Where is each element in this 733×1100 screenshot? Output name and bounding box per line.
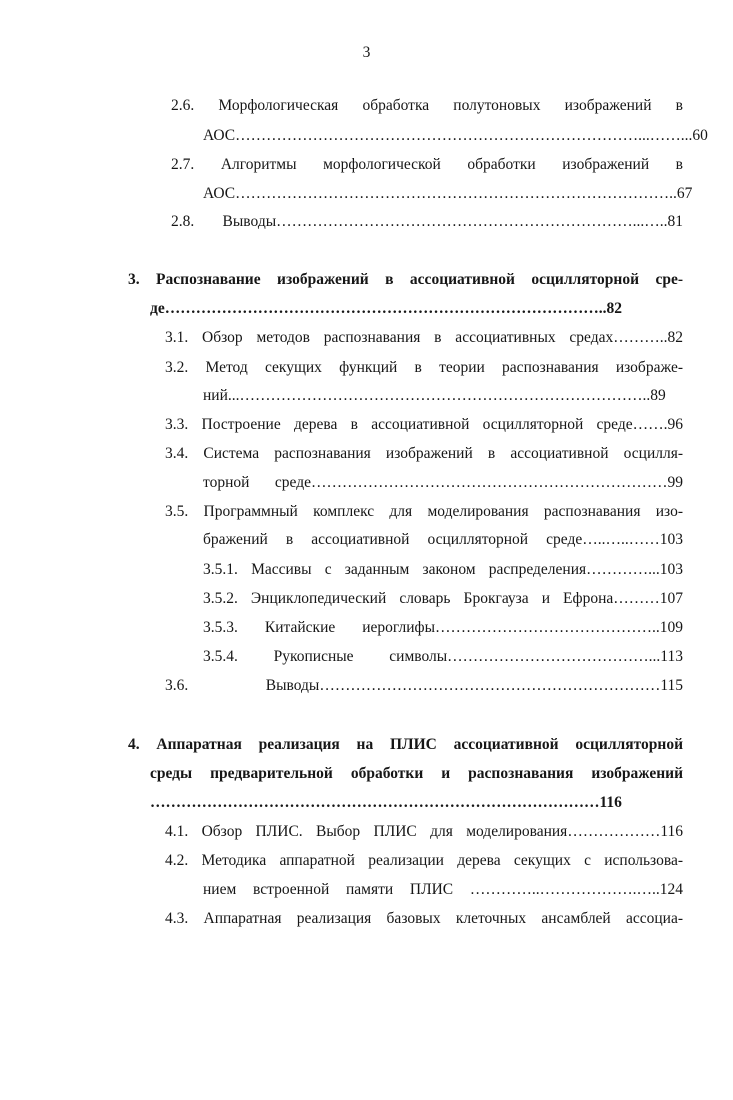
toc-entry-3-3: 3.3. Построение дерева в ассоциативной осцилляторной среде…….96 [165,416,683,433]
toc-entry-3-2-line-2: ний...……………………………………………………………………..89 [203,387,666,404]
toc-entry-3-5-2: 3.5.2. Энциклопедический словарь Брокгауза и Ефрона………107 [203,590,683,607]
toc-entry-4-2-line-2: нием встроенной памяти ПЛИС …………..……………….…..124 [203,881,683,898]
toc-entry-3-4-line-1: 3.4. Система распознавания изображений в ассоциативной осцилля- [165,445,683,462]
toc-entry-2-7-line-1: 2.7. Алгоритмы морфологической обработки изображений в [171,156,683,173]
toc-entry-2-8: 2.8. Выводы……………………………………………………………...…..81 [171,213,683,230]
toc-entry-3-5-line-2: бражений в ассоциативной осцилляторной среде…..…..……103 [203,531,683,548]
toc-entry-3-5-3: 3.5.3. Китайские иероглифы……………………………………..109 [203,619,683,636]
toc-entry-4-1: 4.1. Обзор ПЛИС. Выбор ПЛИС для моделирования………………116 [165,823,683,840]
toc-entry-3-6: 3.6. Выводы…………………………………………………………115 [165,677,683,694]
toc-entry-2-6-line-1: 2.6. Морфологическая обработка полутоновых изображений в [171,97,683,114]
toc-chapter-4-line-3: ……………………………………………………………………………116 [150,794,622,811]
toc-entry-3-1: 3.1. Обзор методов распознавания в ассоциативных средах………..82 [165,329,683,346]
toc-entry-3-5-line-1: 3.5. Программный комплекс для моделирования распознавания изо- [165,503,683,520]
toc-entry-3-5-4: 3.5.4. Рукописные символы…………………………………...113 [203,648,683,665]
toc-entry-4-2-line-1: 4.2. Методика аппаратной реализации дерева секущих с использова- [165,852,683,869]
toc-entry-2-7-line-2: АОС…………………………………………………………………………..67 [203,185,693,202]
toc-entry-4-3-line-1: 4.3. Аппаратная реализация базовых клеточных ансамблей ассоциа- [165,910,683,927]
toc-chapter-4-line-2: среды предварительной обработки и распознавания изображений [150,765,683,782]
toc-chapter-3-line-2: де…………………………………………………………………………..82 [150,300,622,317]
toc-chapter-3-line-1: 3. Распознавание изображений в ассоциативной осцилляторной сре- [128,271,683,288]
toc-chapter-4-line-1: 4. Аппаратная реализация на ПЛИС ассоциативной осцилляторной [128,736,683,753]
page-number: 3 [362,44,371,61]
toc-entry-2-6-line-2: АОС……………………………………………………………………...……...60 [203,127,708,144]
toc-entry-3-4-line-2: торной среде……………………………………………………………99 [203,474,683,491]
toc-entry-3-5-1: 3.5.1. Массивы с заданным законом распределения…………...103 [203,561,683,578]
toc-entry-3-2-line-1: 3.2. Метод секущих функций в теории распознавания изображе- [165,359,683,376]
